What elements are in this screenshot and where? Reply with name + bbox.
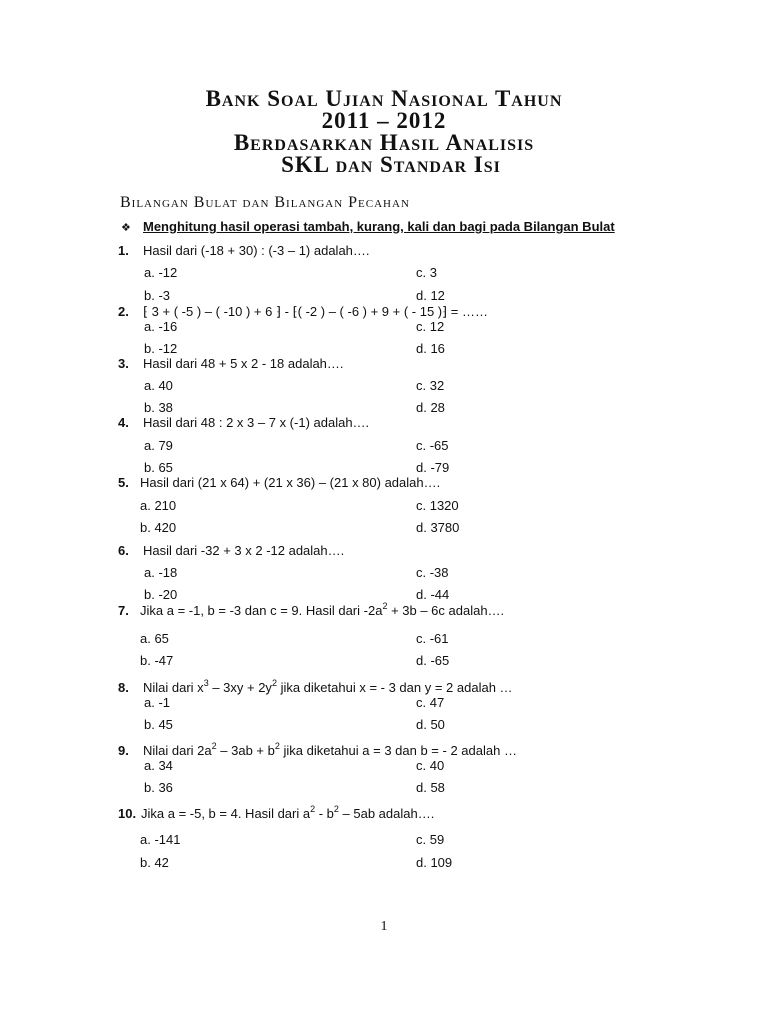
option-a: a. 65 (140, 631, 169, 646)
diamond-bullet-icon: ❖ (121, 222, 131, 234)
question-text-part: - b (315, 806, 334, 821)
question-text-part: Jika a = -1, b = -3 dan c = 9. Hasil dari -2a (140, 603, 383, 618)
option-a: a. 79 (144, 438, 173, 453)
question-6 (118, 543, 344, 558)
option-a: a. 210 (140, 498, 177, 513)
question-number: 10. (118, 806, 137, 821)
exponent: 2 (382, 601, 388, 611)
question-text-part: Nilai dari 2a (143, 743, 212, 758)
question-number: 3. (118, 356, 129, 371)
question-9 (118, 743, 517, 758)
question-text: Hasil dari -32 + 3 x 2 -12 adalah…. (143, 543, 345, 558)
option-a: a. -16 (144, 319, 178, 334)
question-2 (118, 304, 488, 320)
option-b: b. 420 (140, 520, 177, 535)
exponent: 3 (203, 678, 209, 688)
question-text: Hasil dari 48 : 2 x 3 – 7 x (-1) adalah…. (143, 415, 370, 430)
question-number: 2. (118, 304, 129, 319)
option-b: b. 36 (144, 780, 173, 795)
exponent: 2 (310, 804, 316, 814)
option-d: d. 28 (416, 400, 445, 415)
question-7 (118, 603, 504, 618)
question-text: Hasil dari (-18 + 30) : (-3 – 1) adalah…. (143, 243, 370, 258)
topic-line (121, 219, 615, 234)
question-text: Hasil dari 48 + 5 x 2 - 18 adalah…. (143, 356, 344, 371)
question-number: 9. (118, 743, 129, 758)
option-c: c. 12 (416, 319, 445, 334)
option-c: c. -65 (416, 438, 449, 453)
option-c: c. -61 (416, 631, 449, 646)
option-d: d. -79 (416, 460, 450, 475)
question-number: 1. (118, 243, 129, 258)
option-a: a. -12 (144, 265, 178, 280)
question-number: 7. (118, 603, 129, 618)
option-b: b. 65 (144, 460, 173, 475)
option-c: c. 32 (416, 378, 445, 393)
question-text-part: jika diketahui x = - 3 dan y = 2 adalah … (276, 680, 513, 695)
question-8 (118, 680, 513, 695)
question-text-part: – 3ab + b (216, 743, 275, 758)
question-1 (118, 243, 370, 258)
topic-text: Menghitung hasil operasi tambah, kurang, kali dan bagi pada Bilangan Bulat (143, 219, 615, 234)
option-b: b. 38 (144, 400, 173, 415)
option-a: a. -1 (144, 695, 171, 710)
option-b: b. 42 (140, 855, 169, 870)
option-c: c. -38 (416, 565, 449, 580)
page-number: 1 (380, 919, 388, 934)
option-b: b. 45 (144, 717, 173, 732)
question-number: 5. (118, 475, 129, 490)
question-text-part: + 3b – 6c adalah…. (387, 603, 505, 618)
doc-title-line-1: Bank Soal Ujian Nasional Tahun (205, 86, 563, 111)
option-a: a. 34 (144, 758, 173, 773)
section-heading: Bilangan Bulat dan Bilangan Pecahan (120, 194, 410, 211)
question-3 (118, 356, 344, 371)
option-c: c. 3 (416, 265, 437, 280)
doc-title-line-3: Berdasarkan Hasil Analisis (233, 130, 535, 155)
question-number: 8. (118, 680, 129, 695)
question-10 (118, 806, 434, 821)
exponent: 2 (333, 804, 339, 814)
question-text-part: Nilai dari x (143, 680, 204, 695)
option-b: b. -3 (144, 288, 171, 303)
question-number: 4. (118, 415, 129, 430)
question-text: ⁅ 3 + ( -5 ) – ( -10 ) + 6 ⁆ - ⁅( -2 ) – ( -6 ) + 9 + ( - 15 )⁆ = …… (143, 304, 489, 319)
doc-title-line-4: SKL dan Standar Isi (281, 152, 501, 177)
exponent: 2 (271, 678, 277, 688)
question-5 (118, 475, 440, 490)
option-c: c. 59 (416, 832, 445, 847)
option-d: d. 109 (416, 855, 453, 870)
question-4 (118, 415, 369, 430)
option-d: d. -65 (416, 653, 450, 668)
option-c: c. 1320 (416, 498, 459, 513)
option-d: d. 16 (416, 341, 445, 356)
question-text-part: – 3xy + 2y (208, 680, 272, 695)
question-text-part: – 5ab adalah…. (338, 806, 435, 821)
option-b: b. -12 (144, 341, 178, 356)
option-d: d. 3780 (416, 520, 460, 535)
exponent: 2 (211, 741, 217, 751)
option-d: d. 50 (416, 717, 445, 732)
exponent: 2 (274, 741, 280, 751)
question-text-part: Jika a = -5, b = 4. Hasil dari a (141, 806, 311, 821)
option-a: a. -18 (144, 565, 178, 580)
option-a: a. 40 (144, 378, 173, 393)
option-d: d. 58 (416, 780, 445, 795)
option-d: d. 12 (416, 288, 445, 303)
question-text-part: jika diketahui a = 3 dan b = - 2 adalah … (279, 743, 517, 758)
option-d: d. -44 (416, 587, 450, 602)
option-a: a. -141 (140, 832, 181, 847)
question-text: Hasil dari (21 x 64) + (21 x 36) – (21 x 80) adalah…. (140, 475, 441, 490)
option-b: b. -20 (144, 587, 178, 602)
option-c: c. 47 (416, 695, 445, 710)
doc-title-line-2: 2011 – 2012 (321, 108, 447, 133)
option-c: c. 40 (416, 758, 445, 773)
question-number: 6. (118, 543, 129, 558)
option-b: b. -47 (140, 653, 174, 668)
